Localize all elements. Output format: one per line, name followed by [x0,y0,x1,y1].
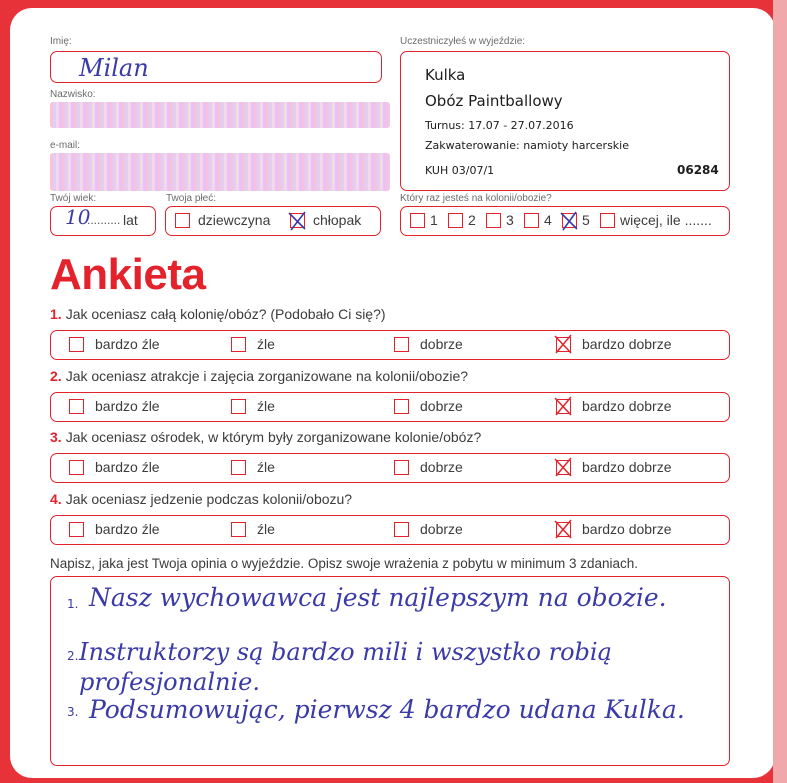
trip-camp: Obóz Paintballowy [425,92,563,110]
question-4-option-3-label: dobrze [420,521,463,537]
question-1-option-2-checkbox[interactable] [231,337,246,352]
question-1-option-3-label: dobrze [420,336,463,352]
raz-1-checkbox[interactable] [410,213,425,228]
email-label: e-mail: [50,140,81,151]
uczestniczyles-label: Uczestniczyłeś w wyjeździe: [400,36,526,47]
question-4-option-1-label: bardzo źle [95,521,160,537]
question-3-option-3-label: dobrze [420,459,463,475]
question-1-label: Jak oceniasz całą kolonię/obóz? (Podobało Ci się?) [65,306,386,322]
chlopak-label: chłopak [313,212,362,228]
question-3-option-1-checkbox[interactable] [69,460,84,475]
opinion-line-1: Nasz wychowawca jest najlepszym na obozie. [89,583,667,612]
question-2-option-1-checkbox[interactable] [69,399,84,414]
wiek-value: 10 [65,205,91,229]
question-3-option-2-label: źle [257,459,275,475]
opinion-line-1-num: 1. [67,597,79,611]
question-4-option-4-checkbox[interactable] [556,522,571,537]
question-3-options [50,453,730,483]
raz-5-checkbox[interactable] [562,213,577,228]
raz-wiecej-checkbox[interactable] [600,213,615,228]
chlopak-checkbox[interactable] [290,213,305,228]
opinion-prompt: Napisz, jaka jest Twoja opinia o wyjeździe. Opisz swoje wrażenia z pobytu w minimum 3 zdaniach. [50,556,639,571]
question-1-option-3-checkbox[interactable] [394,337,409,352]
question-3-text [50,429,481,445]
opinion-line-2-num: 2. [67,649,79,663]
question-2-label: Jak oceniasz atrakcje i zajęcia zorganizowane na kolonii/obozie? [65,368,469,384]
question-4-label: Jak oceniasz jedzenie podczas kolonii/obozu? [65,491,353,507]
raz-5-label: 5 [582,212,590,228]
plec-label: Twoja płeć: [166,193,217,204]
question-4-text [50,491,352,507]
question-2-option-1-label: bardzo źle [95,398,160,414]
opinion-box[interactable] [50,576,730,766]
question-3-number: 3. [50,429,62,445]
question-3-option-4-checkbox[interactable] [556,460,571,475]
raz-wiecej-label: więcej, ile ....... [620,212,712,228]
raz-1-label: 1 [430,212,438,228]
question-4-options [50,515,730,545]
ktory-raz-label: Który raz jesteś na kolonii/obozie? [400,193,552,204]
raz-3-label: 3 [506,212,514,228]
question-4-option-4-label: bardzo dobrze [582,521,672,537]
question-4-option-2-label: źle [257,521,275,537]
question-2-option-3-label: dobrze [420,398,463,414]
question-1-option-1-checkbox[interactable] [69,337,84,352]
wiek-label: Twój wiek: [50,193,97,204]
question-2-option-2-checkbox[interactable] [231,399,246,414]
question-2-option-3-checkbox[interactable] [394,399,409,414]
question-4-option-3-checkbox[interactable] [394,522,409,537]
question-4-number: 4. [50,491,62,507]
question-4-option-2-checkbox[interactable] [231,522,246,537]
question-2-option-4-label: bardzo dobrze [582,398,672,414]
question-3-option-4-label: bardzo dobrze [582,459,672,475]
question-3-option-2-checkbox[interactable] [231,460,246,475]
raz-4-checkbox[interactable] [524,213,539,228]
ktory-raz-field [400,206,730,236]
nazwisko-redacted [50,102,390,128]
opinion-line-3-num: 3. [67,705,79,719]
imie-field[interactable] [50,51,382,83]
question-2-options [50,392,730,422]
dziewczyna-checkbox[interactable] [175,213,190,228]
raz-4-label: 4 [544,212,552,228]
trip-number: 06284 [677,163,719,177]
survey-title: Ankieta [50,250,206,299]
question-2-option-4-checkbox[interactable] [556,399,571,414]
question-1-option-1-label: bardzo źle [95,336,160,352]
trip-name: Kulka [425,66,466,84]
question-3-option-1-label: bardzo źle [95,459,160,475]
survey-sheet [10,8,775,778]
wiek-dots: .......... [87,213,121,227]
question-2-number: 2. [50,368,62,384]
question-3-option-3-checkbox[interactable] [394,460,409,475]
plec-field [165,206,381,236]
trip-turnus: Turnus: 17.07 - 27.07.2016 [425,119,574,132]
trip-code: KUH 03/07/1 [425,164,495,177]
question-4-option-1-checkbox[interactable] [69,522,84,537]
wiek-field[interactable] [50,206,156,236]
nazwisko-label: Nazwisko: [50,89,96,100]
question-1-options [50,330,730,360]
question-1-option-4-label: bardzo dobrze [582,336,672,352]
question-1-text [50,306,386,322]
wiek-unit: lat [123,212,138,228]
dziewczyna-label: dziewczyna [198,212,271,228]
opinion-line-3: Podsumowując, pierwsz 4 bardzo udana Kulka. [89,695,685,724]
raz-2-checkbox[interactable] [448,213,463,228]
question-3-label: Jak oceniasz ośrodek, w którym były zorganizowane kolonie/obóz? [65,429,482,445]
raz-3-checkbox[interactable] [486,213,501,228]
question-1-option-2-label: źle [257,336,275,352]
trip-zakwaterowanie: Zakwaterowanie: namioty harcerskie [425,139,629,152]
question-1-option-4-checkbox[interactable] [556,337,571,352]
question-1-number: 1. [50,306,62,322]
raz-2-label: 2 [468,212,476,228]
imie-value: Milan [79,54,149,82]
page-edge [773,0,787,783]
email-redacted [50,153,390,191]
question-2-option-2-label: źle [257,398,275,414]
opinion-line-2: Instruktorzy są bardzo mili i wszystko robią profesjonalnie. [79,638,612,696]
question-2-text [50,368,468,384]
trip-info-box [400,51,730,191]
imie-label: Imię: [50,36,72,47]
